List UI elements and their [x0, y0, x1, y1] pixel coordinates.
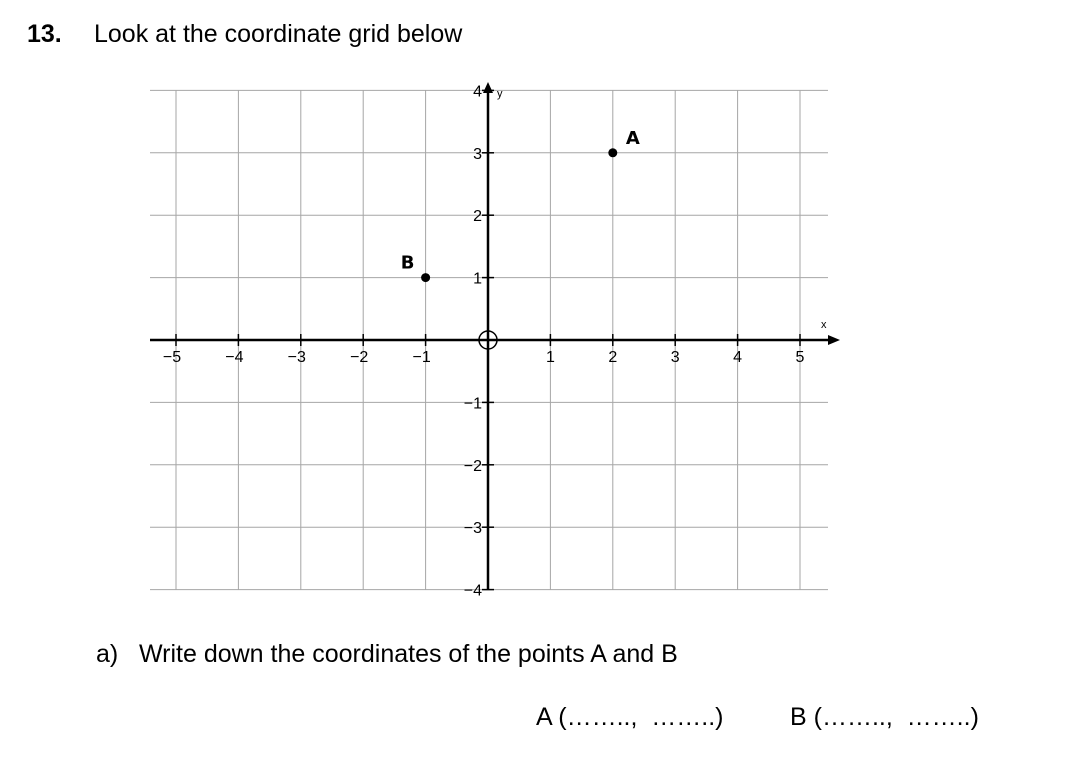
y-tick-label: 2	[473, 208, 482, 226]
plotted-points	[401, 128, 640, 282]
x-tick-label: 3	[670, 349, 680, 366]
x-tick-label: 1	[545, 349, 555, 366]
x-tick-label: −2	[350, 349, 369, 366]
question-number: 13.	[27, 20, 62, 48]
x-axis-label: x	[821, 319, 827, 331]
axes	[150, 82, 840, 590]
point-a-dot	[608, 148, 617, 157]
answer-blank-a[interactable]: A (…….., ……..)	[536, 703, 724, 731]
y-tick-label: 4	[473, 83, 482, 101]
y-axis-arrow-icon	[483, 82, 493, 93]
part-a-text: Write down the coordinates of the points A and B	[139, 640, 678, 668]
question-text: Look at the coordinate grid below	[94, 20, 463, 48]
y-tick-label: −2	[463, 457, 482, 475]
y-tick-label: −1	[463, 395, 482, 413]
point-b-label: B	[400, 252, 415, 274]
x-tick-label: 2	[608, 349, 618, 366]
y-tick-label: 3	[473, 145, 482, 163]
x-tick-label: −4	[225, 349, 244, 366]
x-tick-label: 4	[733, 349, 743, 366]
answer-blank-b[interactable]: B (…….., ……..)	[790, 703, 979, 731]
point-a-label: A	[625, 127, 640, 149]
x-tick-label: −3	[287, 349, 306, 366]
x-tick-label: −5	[162, 349, 182, 366]
x-axis-arrow-icon	[828, 335, 840, 345]
y-tick-label: −3	[463, 520, 482, 538]
x-tick-label: −1	[412, 349, 431, 366]
y-axis-label: y	[497, 88, 503, 100]
part-a-label: a)	[96, 640, 119, 668]
axis-ticks	[163, 83, 805, 599]
y-tick-label: −4	[463, 582, 482, 600]
y-tick-label: 1	[473, 270, 482, 288]
x-tick-label: 5	[795, 349, 805, 366]
point-b-dot	[421, 273, 430, 282]
